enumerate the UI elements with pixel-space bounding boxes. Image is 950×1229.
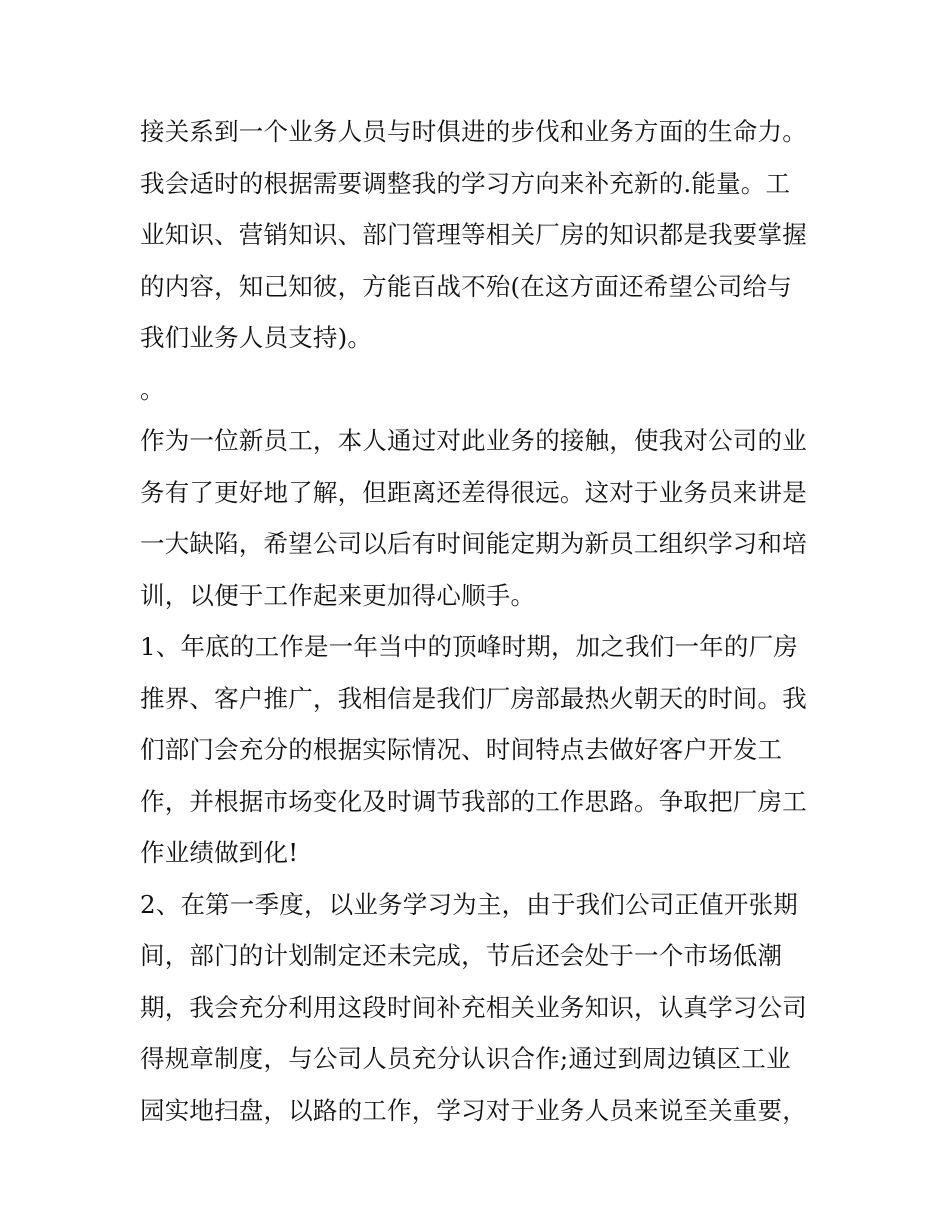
text-line: 我会适时的根据需要调整我的学习方向来补充新的.能量。工 bbox=[140, 168, 791, 198]
text-line: 园实地扫盘，以路的工作，学习对于业务人员来说至关重要， bbox=[140, 1095, 807, 1125]
text-line: 2、在第一季度，以业务学习为主，由于我们公司正值开张期 bbox=[140, 889, 798, 919]
text-line: 务有了更好地了解，但距离还差得很远。这对于业务员来讲是 bbox=[140, 477, 807, 507]
text-line: 的内容，知己知彼，方能百战不殆(在这方面还希望公司给与 bbox=[140, 271, 792, 301]
text-line: 得规章制度，与公司人员充分认识合作;通过到周边镇区工业 bbox=[140, 1044, 791, 1073]
text-line: 我们业务人员支持)。 bbox=[140, 323, 373, 352]
text-line: 业知识、营销知识、部门管理等相关厂房的知识都是我要掌握 bbox=[140, 220, 807, 249]
text-line: 。 bbox=[140, 374, 165, 404]
text-line: 作为一位新员工，本人通过对此业务的接触，使我对公司的业 bbox=[140, 426, 807, 455]
text-line: 接关系到一个业务人员与时俱进的步伐和业务方面的生命力。 bbox=[140, 117, 807, 146]
document-body bbox=[140, 106, 820, 1136]
text-line: 间，部门的计划制定还未完成，节后还会处于一个市场低潮 bbox=[140, 941, 783, 970]
text-line: 作业绩做到化! bbox=[140, 838, 299, 867]
text-line: 训，以便于工作起来更加得心顺手。 bbox=[140, 580, 536, 610]
text-line: 一大缺陷，希望公司以后有时间能定期为新员工组织学习和培 bbox=[140, 529, 807, 558]
text-line: 推界、客户推广，我相信是我们厂房部最热火朝天的时间。我 bbox=[140, 683, 807, 713]
text-line: 作，并根据市场变化及时调节我部的工作思路。争取把厂房工 bbox=[140, 786, 807, 816]
text-line: 1、年底的工作是一年当中的顶峰时期，加之我们一年的厂房 bbox=[140, 632, 798, 661]
text-line: 们部门会充分的根据实际情况、时间特点去做好客户开发工 bbox=[140, 735, 783, 764]
text-line: 期，我会充分利用这段时间补充相关业务知识，认真学习公司 bbox=[140, 992, 807, 1022]
